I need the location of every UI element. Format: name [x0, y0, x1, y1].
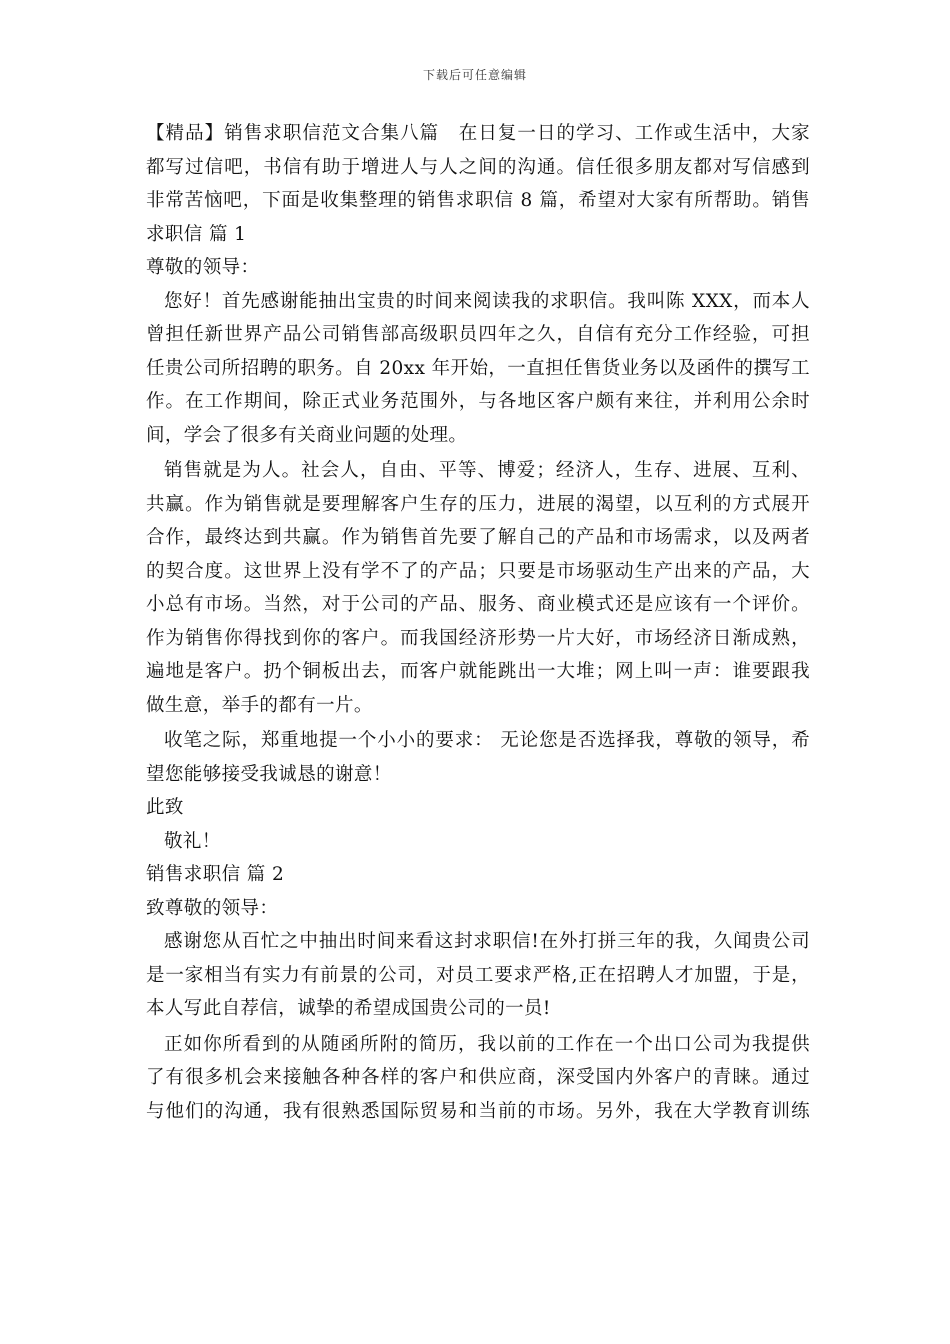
letter2-paragraph-2 [146, 1028, 810, 1129]
paragraph-line: 合作，最终达到共赢。作为销售首先要了解自己的产品和市场需求，以及两者 [146, 527, 810, 548]
paragraph-line: 本人写此自荐信，诚挚的希望成国贵公司的一员! [146, 998, 551, 1019]
paragraph-line: 您好！首先感谢能抽出宝贵的时间来阅读我的求职信。我叫陈 XXX，而本人 [164, 290, 810, 312]
paragraph-line: 了有很多机会来接触各种各样的客户和供应商，深受国内外客户的青睐。通过 [146, 1067, 810, 1088]
letter2-paragraph-1 [146, 925, 810, 1026]
paragraph-line: 销售就是为人。社会人，自由、平等、博爱；经济人，生存、进展、互利、 [164, 460, 810, 481]
paragraph-line: 任贵公司所招聘的职务。自 20xx 年开始，一直担任售货业务以及函件的撰写工 [146, 357, 810, 379]
letter1-regards: 敬礼！ [164, 830, 221, 852]
letter1-salutation: 尊敬的领导： [146, 257, 260, 278]
paragraph-line: 小总有市场。当然，对于公司的产品、服务、商业模式还是应该有一个评价。 [146, 594, 810, 615]
letter1-closing: 此致 [146, 797, 184, 818]
paragraph-line: 作为销售你得找到你的客户。而我国经济形势一片大好，市场经济日渐成熟， [146, 627, 810, 649]
intro-paragraph [146, 117, 810, 251]
letter1-paragraph-3 [146, 724, 810, 791]
paragraph-line: 望您能够接受我诚恳的谢意！ [146, 763, 392, 785]
intro-line: 非常苦恼吧，下面是收集整理的销售求职信 8 篇，希望对大家有所帮助。销售 [146, 190, 810, 211]
paragraph-line: 是一家相当有实力有前景的公司，对员工要求严格,正在招聘人才加盟，于是， [146, 964, 810, 986]
paragraph-line: 正如你所看到的从随函所附的简历，我以前的工作在一个出口公司为我提供 [164, 1033, 810, 1055]
paragraph-line: 的契合度。这世界上没有学不了的产品；只要是市场驱动生产出来的产品，大 [146, 560, 810, 582]
paragraph-line: 遍地是客户。扔个铜板出去，而客户就能跳出一大堆；网上叫一声：谁要跟我 [146, 661, 810, 682]
paragraph-line: 与他们的沟通，我有很熟悉国际贸易和当前的市场。另外，我在大学教育训练 [146, 1100, 810, 1122]
intro-line: 【精品】销售求职信范文合集八篇 在日复一日的学习、工作或生活中，大家 [146, 123, 810, 144]
paragraph-line: 收笔之际，郑重地提一个小小的要求： 无论您是否选择我，尊敬的领导，希 [164, 730, 810, 751]
paragraph-line: 做生意，举手的都有一片。 [146, 694, 373, 716]
intro-line: 都写过信吧，书信有助于增进人与人之间的沟通。信任很多朋友都对写信感到 [146, 156, 810, 178]
letter1-paragraph-2 [146, 454, 810, 722]
paragraph-line: 曾担任新世界产品公司销售部高级职员四年之久，自信有充分工作经验，可担 [146, 324, 810, 345]
header-note: 下载后可任意编辑 [422, 68, 527, 82]
letter2-heading: 销售求职信 篇 2 [146, 864, 285, 885]
letter2-salutation: 致尊敬的领导： [146, 897, 279, 919]
paragraph-line: 作。在工作期间，除正式业务范围外，与各地区客户颇有来往，并利用公余时 [146, 391, 810, 412]
document-body [146, 117, 810, 1128]
paragraph-line: 感谢您从百忙之中抽出时间来看这封求职信!在外打拼三年的我，久闻贵公司 [164, 931, 810, 952]
letter1-paragraph-1 [146, 285, 810, 453]
paragraph-line: 共赢。作为销售就是要理解客户生存的压力，进展的渴望，以互利的方式展开 [146, 493, 810, 515]
intro-line: 求职信 篇 1 [146, 223, 247, 245]
paragraph-line: 间，学会了很多有关商业问题的处理。 [146, 424, 468, 446]
